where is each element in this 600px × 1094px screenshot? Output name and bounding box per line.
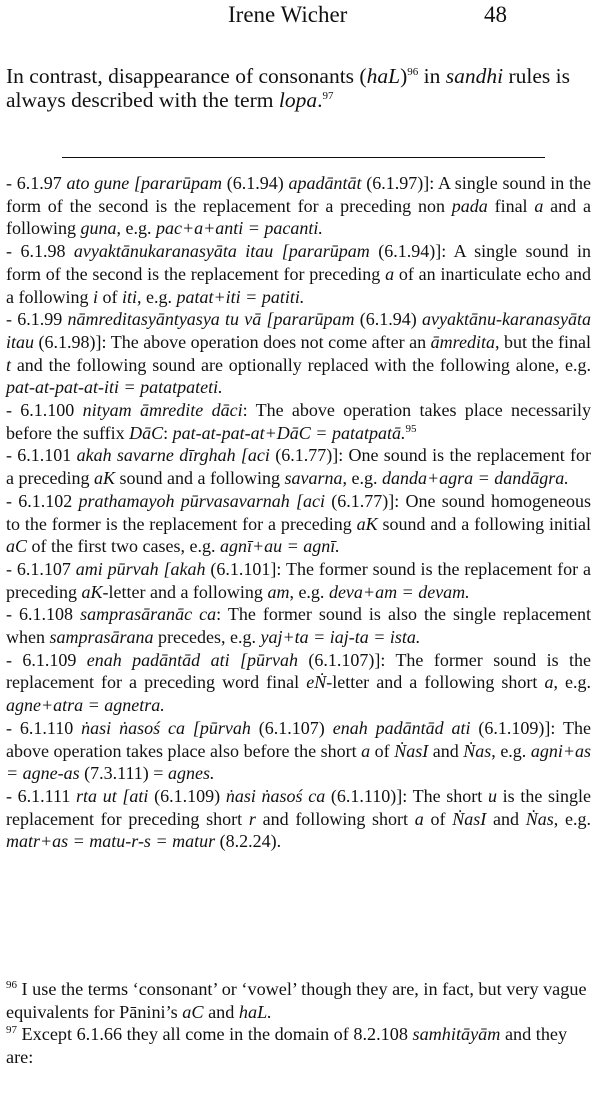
sutra-entry: - 6.1.102 prathamayoh pūrvasavarnah [aci (6.1.77)]: One sound homogeneous to the former is the replacement for a preceding aK sound and a following initial aC of the first two cases, e.g. agnī+au = agnī. — [6, 490, 592, 557]
sutra-list — [6, 172, 591, 853]
footnote-text: Except 6.1.66 they all come in the domain of 8.2.108 samhitāyām and they are: — [6, 1024, 568, 1067]
footnote-number: 96 — [6, 978, 17, 991]
intro-text: rules is always described with the term — [6, 64, 570, 112]
sutra-entry: - 6.1.110 ṅasi ṅasoś ca [pūrvah (6.1.107) enah padāntād ati (6.1.109)]: The above operation takes place also before the short a of ṄasI and Ṅas, e.g. agni+as = agne-as (7.3.111) = agnes. — [6, 717, 591, 784]
sutra-entry: - 6.1.99 nāmreditasyāntyasya tu vā [pararūpam (6.1.94) avyaktānu-karanasyāta itau (6.1.98)]: The above operation does not come after an āmredita, but the final t and the following sound are optionally replaced with the following alone, e.g. pat-at-pat-at-iti = patatpateti. — [6, 309, 591, 398]
sutra-entry: - 6.1.109 enah padāntād ati [pūrvah (6.1.107)]: The former sound is the replacement for a preceding word final eṄ-letter and a following short a, e.g. agne+atra = agnetra. — [6, 649, 591, 716]
page-header — [0, 2, 600, 38]
sutra-entry: - 6.1.101 akah savarne dīrghah [aci (6.1.77)]: One sound is the replacement for a preceding aK sound and a following savarna, e.g. danda+agra = dandāgra. — [6, 445, 592, 489]
footnote-ref-96: 96 — [407, 65, 419, 78]
intro-text: in — [418, 64, 446, 88]
term-hal: haL — [366, 64, 401, 88]
term-lopa: lopa — [278, 88, 318, 112]
footnote-97 — [6, 1023, 591, 1068]
sutra-entry: - 6.1.98 avyaktānukaranasyāta itau [pararūpam (6.1.94)]: A single sound in form of the second is the replacement for preceding a of an inarticulate echo and a following i of iti, e.g. patat+iti = patiti. — [6, 241, 591, 307]
running-head-author: Irene Wicher — [228, 2, 348, 27]
footnote-text: I use the terms ‘consonant’ or ‘vowel’ though they are, in fact, but very vague equivalents for Pānini’s aC and haL. — [6, 979, 587, 1022]
sutra-entry: - 6.1.108 samprasāranāc ca: The former sound is also the single replacement when samprasārana precedes, e.g. yaj+ta = iaj-ta = ista. — [6, 604, 592, 648]
page-number: 48 — [484, 2, 507, 27]
footnote-number: 97 — [6, 1023, 17, 1036]
sutra-entry: - 6.1.97 ato gune [pararūpam (6.1.94) apadāntāt (6.1.97)]: A single sound in the form of the second is the replacement for a preceding non pada final a and a following guna, e.g. pac+a+anti = pacanti. — [6, 173, 591, 239]
sutra-entry: - 6.1.111 rta ut [ati (6.1.109) ṅasi ṅasoś ca (6.1.110)]: The short u is the single replacement for preceding short r and following short a of ṄasI and Ṅas, e.g. matr+as = matu-r-s = matur (8.2.24). — [6, 785, 591, 852]
footnotes — [6, 978, 591, 1068]
sutra-entry: - 6.1.107 ami pūrvah [akah (6.1.101]: The former sound is the replacement for a preceding aK-letter and a following am, e.g. deva+am = devam. — [6, 558, 592, 602]
intro-text: ) — [400, 64, 408, 88]
footnote-ref-97: 97 — [322, 89, 334, 102]
intro-paragraph — [6, 64, 591, 112]
intro-text: In contrast, disappearance of consonants ( — [6, 64, 367, 88]
term-sandhi: sandhi — [445, 64, 504, 88]
intro-text: . — [317, 88, 323, 112]
sutra-entry: - 6.1.100 nityam āmredite dāci: The above operation takes place necessarily before the suffix DāC: pat-at-pat-at+DāC = patatpatā.$^{95}$ — [6, 400, 592, 443]
footnote-96 — [6, 978, 591, 1023]
section-divider — [62, 157, 545, 158]
